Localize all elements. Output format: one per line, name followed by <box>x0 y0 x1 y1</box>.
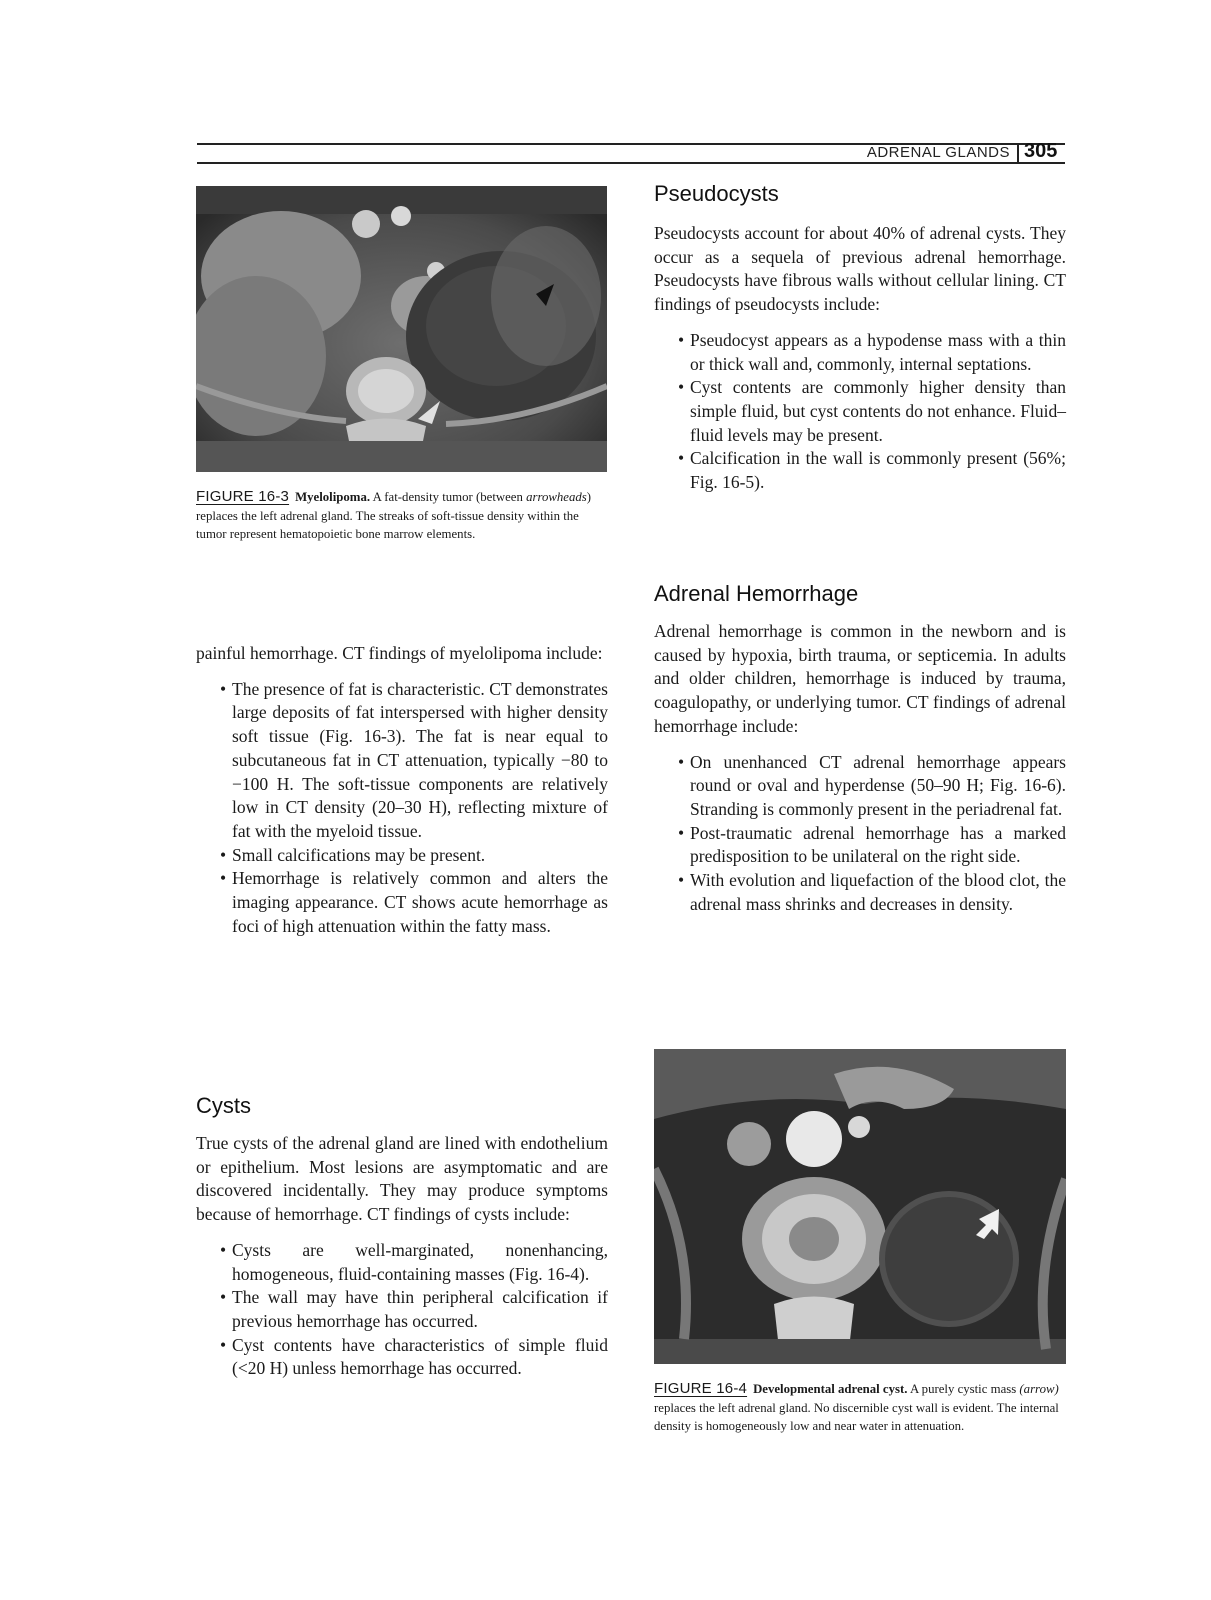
caption-italic: (arrow) <box>1019 1382 1059 1396</box>
myelolipoma-intro: painful hemorrhage. CT findings of myelolipoma include: <box>196 643 603 663</box>
page-number: 305 <box>1024 140 1058 162</box>
list-item: • Cyst contents have characteristics of simple fluid (<20 H) unless hemorrhage has occurred. <box>220 1334 608 1379</box>
hemorrhage-section <box>654 580 1066 916</box>
list-item: • Post-traumatic adrenal hemorrhage has a marked predisposition to be unilateral on the right side. <box>678 822 1066 867</box>
list-item: • The presence of fat is characteristic. CT demonstrates large deposits of fat interspersed with higher density soft tissue (Fig. 16-3). The fat is near equal to subcutaneous fat in CT attenuation, typically −80 to −100 H. The soft-tissue components are relatively low in CT density (20–30 H), reflecting mixture of fat with the myeloid tissue. <box>220 678 608 841</box>
cysts-findings-list <box>196 1239 608 1381</box>
ct-scan-adrenal-cyst <box>654 1049 1066 1364</box>
figure-16-4-image <box>654 1049 1066 1364</box>
figure-16-3-image <box>196 186 607 472</box>
hemorrhage-paragraph: Adrenal hemorrhage is common in the newborn and is caused by hypoxia, birth trauma, or septicemia. In adults and older children, hemorrhage is induced by trauma, coagulopathy, or underlying tumor. CT findings of adrenal hemorrhage include: <box>654 621 1066 736</box>
ct-scan-myelolipoma <box>196 186 607 472</box>
pseudocysts-paragraph: Pseudocysts account for about 40% of adrenal cysts. They occur as a sequela of previous adrenal hemorrhage. Pseudocysts have fibrous walls without cellular lining. CT findings of pseudocysts include: <box>654 223 1066 315</box>
list-item: • With evolution and liquefaction of the blood clot, the adrenal mass shrinks and decreases in density. <box>678 870 1066 914</box>
figure-label: FIGURE 16-3 <box>196 488 290 505</box>
list-item: • Small calcifications may be present. <box>220 844 486 865</box>
myelolipoma-section <box>196 642 608 938</box>
section-heading-pseudocysts: Pseudocysts <box>654 181 779 206</box>
list-item: • Cysts are well-marginated, nonenhancing, homogeneous, fluid-containing masses (Fig. 16-4). <box>220 1239 608 1284</box>
section-heading-cysts: Cysts <box>196 1093 251 1118</box>
figure-16-3-caption <box>196 488 608 544</box>
list-item: • Calcification in the wall is commonly present (56%; Fig. 16-5). <box>678 448 1066 493</box>
caption-italic: arrowheads <box>526 490 587 504</box>
list-item: • Hemorrhage is relatively common and alters the imaging appearance. CT shows acute hemorrhage as foci of high attenuation within the fatty mass. <box>220 868 608 936</box>
list-item: • Cyst contents are commonly higher density than simple fluid, but cyst contents do not enhance. Fluid–fluid levels may be present. <box>678 377 1066 445</box>
caption-text: A purely cystic mass <box>909 1382 1017 1396</box>
caption-text: ) replaces the left adrenal gland. The streaks of soft-tissue density within the tumor represent hematopoietic bone marrow elements. <box>196 490 592 541</box>
cysts-section <box>196 1092 608 1381</box>
caption-text: A fat-density tumor (between <box>372 490 523 504</box>
list-item: • Pseudocyst appears as a hypodense mass with a thin or thick wall and, commonly, internal septations. <box>678 329 1066 374</box>
figure-title: Developmental adrenal cyst. <box>753 1382 908 1396</box>
figure-label: FIGURE 16-4 <box>654 1380 748 1397</box>
hemorrhage-findings-list <box>654 751 1066 917</box>
pseudocysts-section <box>654 180 1066 495</box>
list-item: • On unenhanced CT adrenal hemorrhage appears round or oval and hyperdense (50–90 H; Fig. 16-6). Stranding is commonly present in the periadrenal fat. <box>678 751 1066 819</box>
header-rule-bottom <box>197 162 1065 164</box>
figure-16-4-caption <box>654 1380 1066 1436</box>
figure-title: Myelolipoma. <box>295 490 371 504</box>
running-header-section: ADRENAL GLANDS <box>866 144 1010 161</box>
header-separator <box>1017 145 1019 163</box>
caption-text: replaces the left adrenal gland. No discernible cyst wall is evident. The internal density is homogeneously low and near water in attenuation. <box>654 1400 1059 1433</box>
cysts-paragraph: True cysts of the adrenal gland are lined with endothelium or epithelium. Most lesions are asymptomatic and are discovered incidentally. They may produce symptoms because of hemorrhage. CT findings of cysts include: <box>196 1133 608 1225</box>
myelolipoma-findings-list <box>196 678 608 939</box>
pseudocysts-findings-list <box>654 329 1066 495</box>
section-heading-hemorrhage: Adrenal Hemorrhage <box>654 581 859 606</box>
list-item: • The wall may have thin peripheral calcification if previous hemorrhage has occurred. <box>220 1287 608 1331</box>
